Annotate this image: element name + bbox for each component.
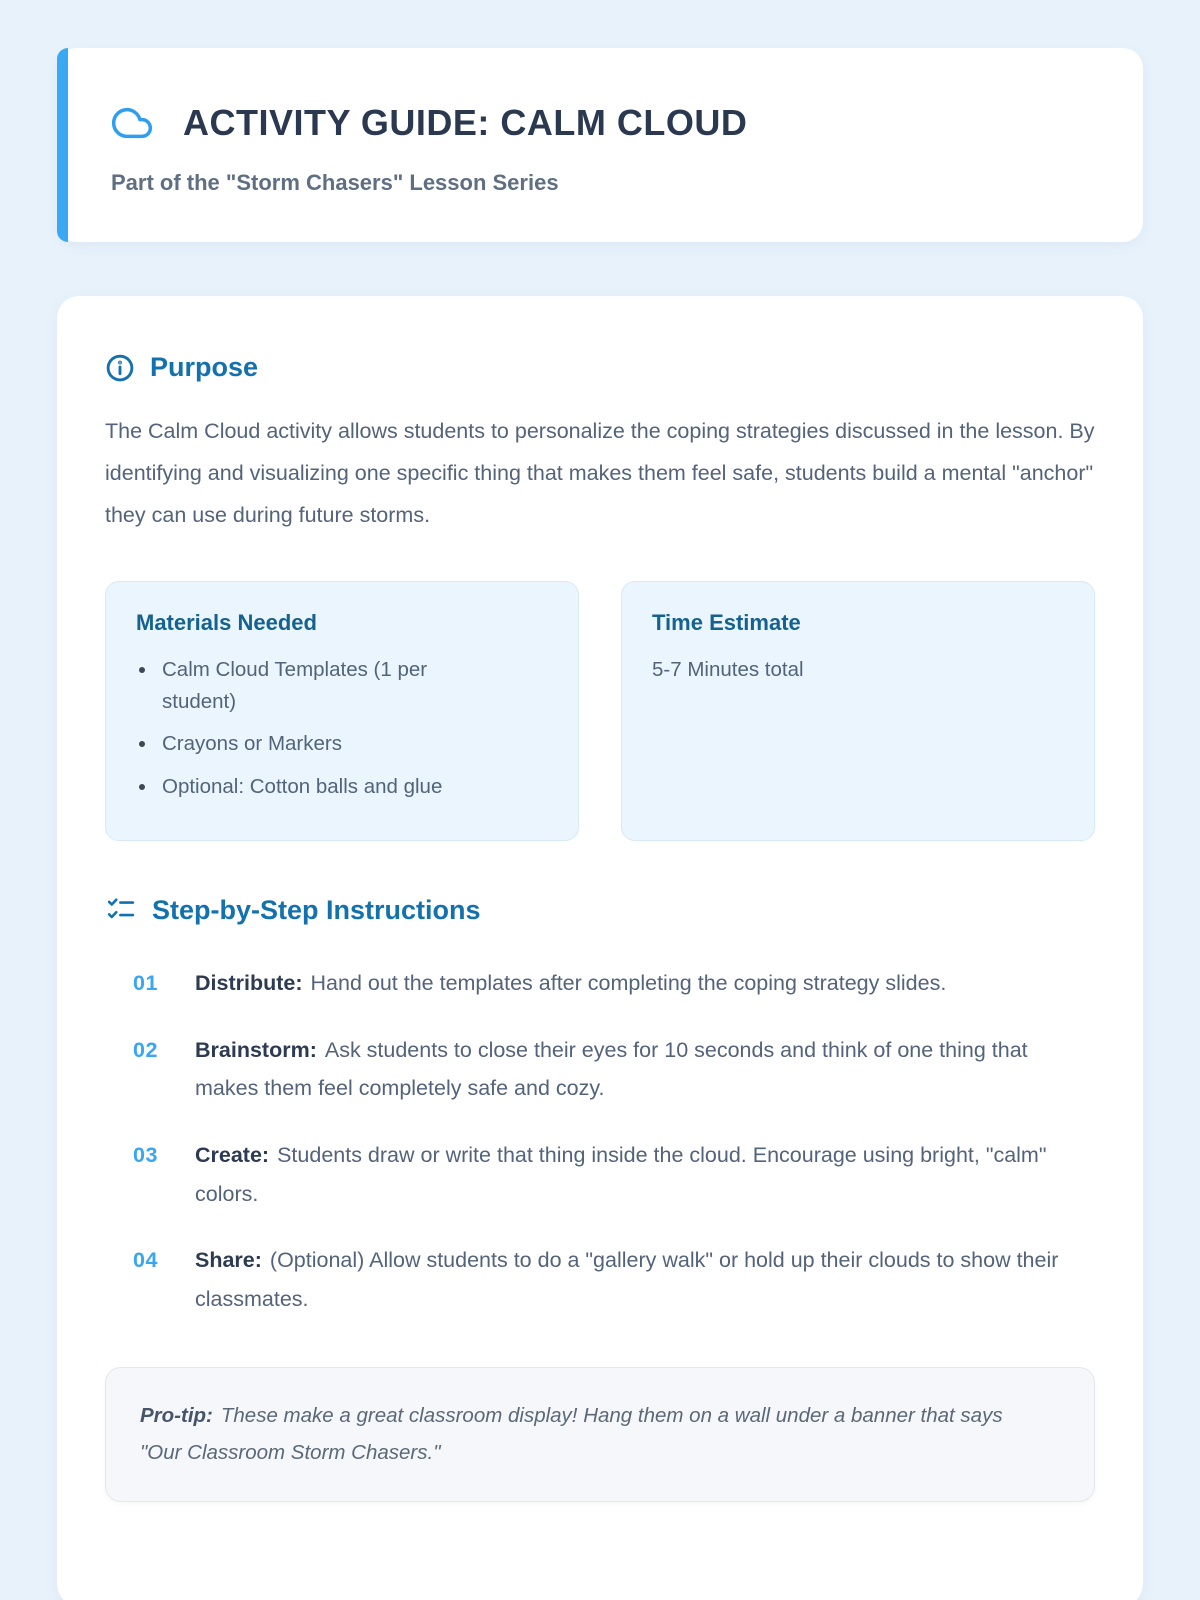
time-estimate-title: Time Estimate: [652, 609, 801, 635]
step-body: Hand out the templates after completing the coping strategy slides.: [310, 970, 947, 995]
step-number: 04: [133, 1248, 158, 1273]
materials-item: • Optional: Cotton balls and glue: [158, 771, 458, 803]
page-title: ACTIVITY GUIDE: CALM CLOUD: [183, 102, 748, 143]
step-lead: Distribute:: [195, 970, 303, 995]
materials-item: • Crayons or Markers: [158, 728, 458, 760]
protip-body: These make a great classroom display! Hang them on a wall under a banner that says "Our Classroom Storm Chasers.": [140, 1403, 1003, 1464]
checklist-icon: [105, 895, 137, 925]
materials-title: Materials Needed: [136, 609, 317, 635]
step-row: [133, 1136, 1095, 1213]
steps-heading: [105, 895, 1095, 926]
page-subtitle: Part of the "Storm Chasers" Lesson Series: [111, 170, 559, 195]
protip-text: [140, 1398, 1040, 1472]
step-row: [133, 1241, 1095, 1318]
protip-box: [105, 1367, 1095, 1503]
time-estimate-box: [621, 581, 1095, 841]
purpose-heading-label: Purpose: [150, 352, 259, 382]
step-body: (Optional) Allow students to do a "gallery walk" or hold up their clouds to show their classmates.: [195, 1248, 1059, 1311]
purpose-heading: [105, 352, 1095, 383]
step-body: Students draw or write that thing inside the cloud. Encourage using bright, "calm" colors.: [195, 1142, 1047, 1206]
title-row: [109, 102, 1093, 144]
header-card: [57, 48, 1143, 242]
step-lead: Create:: [195, 1142, 270, 1167]
step-text: [195, 1031, 1085, 1108]
steps-heading-label: Step-by-Step Instructions: [152, 894, 481, 925]
step-number: 03: [133, 1142, 158, 1167]
step-text: [195, 1241, 1085, 1318]
accent-bar: [57, 48, 68, 242]
step-number: 01: [133, 970, 158, 995]
step-text: [195, 964, 946, 1003]
info-boxes-row: [105, 581, 1095, 841]
step-row: [133, 1031, 1095, 1108]
step-number: 02: [133, 1037, 158, 1062]
info-icon: [105, 353, 135, 383]
cloud-icon: [109, 103, 155, 143]
materials-item: • Calm Cloud Templates (1 per student): [158, 654, 458, 718]
content-card: [57, 296, 1143, 1600]
step-text: [195, 1136, 1085, 1213]
step-lead: Share:: [195, 1248, 262, 1273]
steps-list: [133, 964, 1095, 1319]
step-lead: Brainstorm:: [195, 1037, 317, 1062]
step-body: Ask students to close their eyes for 10 seconds and think of one thing that makes them feel completely safe and cozy.: [195, 1037, 1028, 1101]
materials-box: [105, 581, 579, 841]
materials-list: [136, 654, 548, 803]
time-estimate-value: 5-7 Minutes total: [652, 657, 804, 681]
purpose-paragraph: The Calm Cloud activity allows students to personalize the coping strategies discussed in the lesson. By identifying and visualizing one specific thing that makes them feel safe, students build a mental "anchor" they can use during future storms.: [105, 419, 1095, 527]
step-row: [133, 964, 1095, 1003]
protip-lead: Pro-tip:: [140, 1403, 213, 1427]
